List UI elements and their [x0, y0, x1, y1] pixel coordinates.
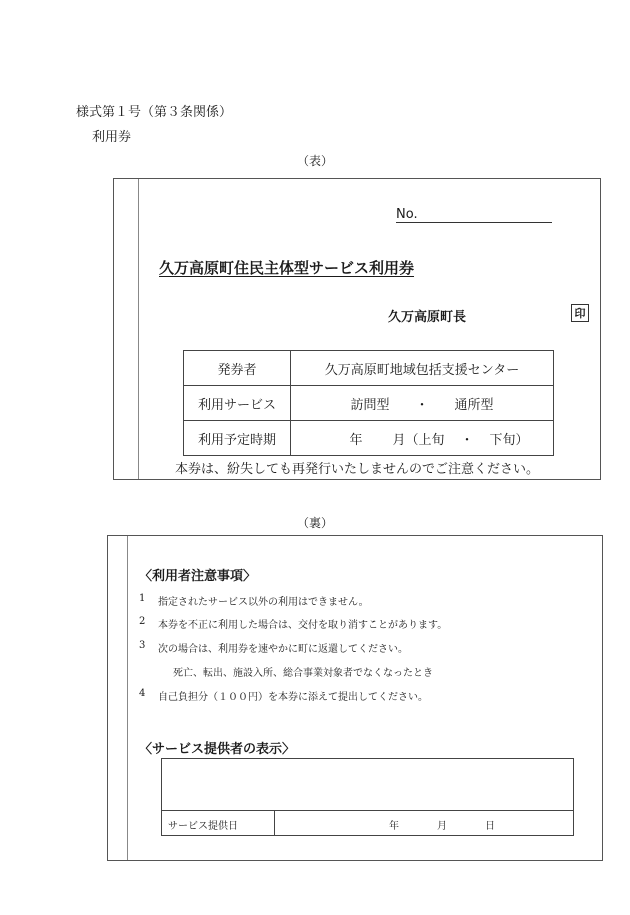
note-number: 3: [139, 640, 146, 651]
note-number: 2: [139, 616, 146, 627]
seal-stamp: 印: [571, 304, 589, 322]
front-side-heading: （表）: [296, 154, 333, 168]
provider-heading: 〈サービス提供者の表示〉: [139, 742, 296, 757]
ticket-info-table: [183, 350, 554, 456]
note-number: 1: [139, 593, 146, 604]
front-margin-line: [138, 179, 139, 479]
period-late-option[interactable]: 下旬）: [489, 432, 529, 448]
back-side-heading: （裏）: [296, 516, 333, 530]
provider-date-day-label: 日: [485, 821, 495, 832]
provider-date-month-label: 月: [437, 821, 447, 832]
user-notes-heading: 〈利用者注意事項〉: [139, 569, 257, 584]
service-value: [291, 386, 554, 421]
period-month-label: 月: [392, 432, 406, 448]
provider-column-divider: [274, 810, 275, 836]
period-value: [291, 421, 554, 456]
note-text: 次の場合は、利用券を速やかに町に返還してください。: [158, 644, 408, 655]
period-year-label: 年: [349, 432, 363, 448]
note-text: 自己負担分（１００円）を本券に添えて提出してください。: [158, 692, 428, 703]
service-separator: ・: [415, 397, 429, 413]
service-option-visit[interactable]: 訪問型: [350, 397, 390, 413]
form-subtitle: 利用券: [92, 130, 132, 145]
table-row: [184, 421, 554, 456]
provider-date-label: サービス提供日: [168, 821, 238, 832]
note-text: 指定されたサービス以外の利用はできません。: [158, 597, 369, 608]
table-row: [184, 351, 554, 386]
ticket-number-field[interactable]: [396, 222, 552, 223]
lost-ticket-notice: 本券は、紛失しても再発行いたしませんのでご注意ください。: [175, 462, 540, 477]
period-separator: ・: [460, 432, 474, 448]
provider-divider: [161, 810, 574, 811]
issuer-name: 久万高原町長: [388, 310, 467, 325]
service-option-daycare[interactable]: 通所型: [454, 397, 494, 413]
period-early-option[interactable]: （上旬: [405, 432, 445, 448]
note-3-conditions: 死亡、転出、施設入所、総合事業対象者でなくなったとき: [173, 668, 433, 679]
issuer-label: 発券者: [184, 351, 291, 386]
table-row: [184, 386, 554, 421]
issuer-value: 久万高原町地域包括支援センター: [291, 351, 554, 386]
provider-date-year-label: 年: [389, 821, 399, 832]
back-margin-line: [127, 536, 128, 860]
ticket-number-label: No.: [396, 207, 418, 222]
note-number: 4: [139, 688, 146, 699]
ticket-title: 久万高原町住民主体型サービス利用券: [159, 259, 415, 277]
form-title: 様式第１号（第３条関係）: [76, 105, 233, 120]
note-text: 本券を不正に利用した場合は、交付を取り消すことがあります。: [158, 620, 448, 631]
service-label: 利用サービス: [184, 386, 291, 421]
period-label: 利用予定時期: [184, 421, 291, 456]
